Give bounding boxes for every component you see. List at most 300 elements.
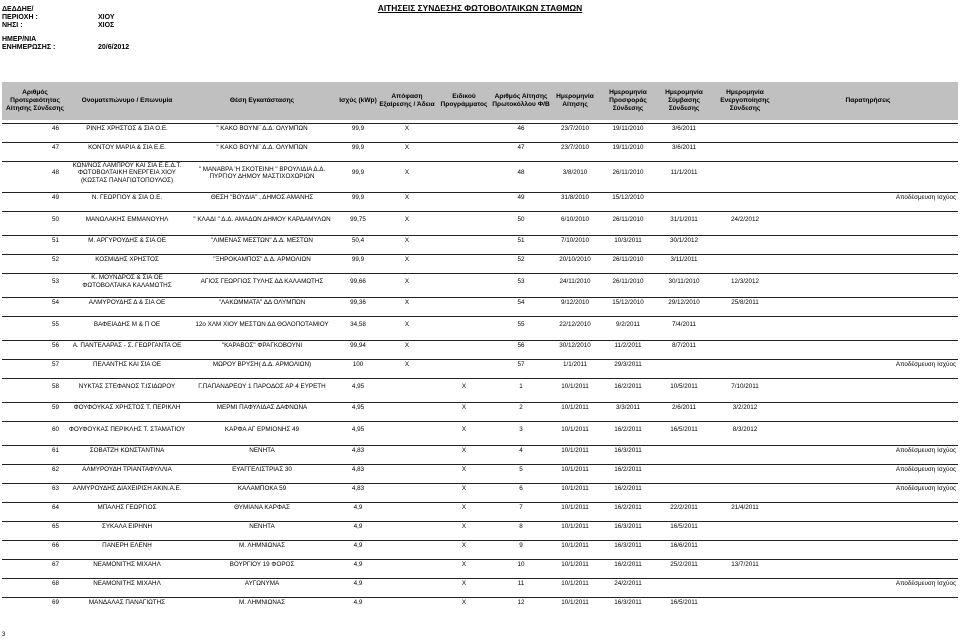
special-program-mark: Χ [436, 578, 492, 590]
contract-date: 29/12/2010 [656, 297, 712, 309]
application-date: 20/10/2010 [550, 254, 600, 266]
column-header: Ημερομηνία Σύμβασης Σύνδεσης [656, 82, 712, 120]
table-row [2, 502, 958, 514]
activation-date [712, 123, 778, 135]
contract-date [656, 483, 712, 495]
activation-date: 8/3/2012 [712, 421, 778, 438]
special-program-mark: Χ [436, 597, 492, 609]
contract-date: 2/6/2011 [656, 402, 712, 414]
applicant-name: ΑΛΜΥΡΟΥΔΗΣ ΔΙΑΧΕΙΡΙΣΗ ΑΚΙΝ.Α.Ε. [68, 483, 186, 495]
application-date: 1/1/2011 [550, 359, 600, 371]
special-program-mark: Χ [436, 378, 492, 395]
application-date: 24/11/2010 [550, 273, 600, 290]
offer-date: 26/11/2010 [600, 254, 656, 266]
exemption-mark [378, 540, 436, 552]
header-value: 20/6/2012 [98, 44, 130, 51]
row-spacer [2, 333, 958, 340]
offer-date: 19/11/2010 [600, 123, 656, 135]
application-date: 10/1/2011 [550, 464, 600, 476]
row-number: 60 [2, 421, 68, 438]
remarks [778, 559, 958, 571]
install-site: " ΚΑΚΟ ΒΟΥΝΙ¨ Δ.Δ. ΟΛΥΜΠΩΝ [186, 142, 338, 154]
applicant-name: Ν. ΓΕΩΡΓΙΟΥ & ΣΙΑ Ο.Ε. [68, 192, 186, 204]
table-row [2, 340, 958, 352]
remarks [778, 123, 958, 135]
special-program-mark: Χ [436, 421, 492, 438]
special-program-mark [436, 192, 492, 204]
applicant-name: ΚΟΣΜΙΔΗΣ ΧΡΗΣΤΟΣ [68, 254, 186, 266]
application-date: 31/8/2010 [550, 192, 600, 204]
row-number: 49 [2, 192, 68, 204]
offer-date: 15/12/2010 [600, 192, 656, 204]
power-kwp: 4,95 [338, 378, 378, 395]
table-row [2, 273, 958, 290]
activation-date [712, 316, 778, 333]
application-date: 10/1/2011 [550, 521, 600, 533]
power-kwp: 4,9 [338, 540, 378, 552]
protocol-number: 52 [492, 254, 550, 266]
protocol-number: 8 [492, 521, 550, 533]
activation-date [712, 142, 778, 154]
offer-date: 16/2/2011 [600, 464, 656, 476]
exemption-mark: Χ [378, 340, 436, 352]
install-site: " ΚΛΑΔΙ " Δ.Δ. ΑΜΑΔΩΝ ΔΗΜΟΥ ΚΑΡΔΑΜΥΛΩΝ [186, 211, 338, 228]
column-header: Ισχύς (kWp) [338, 82, 378, 120]
row-spacer [2, 204, 958, 211]
activation-date: 24/2/2012 [712, 211, 778, 228]
header-value: ΧΙΟΥ [98, 14, 115, 21]
table-row [2, 192, 958, 204]
application-date: 30/12/2010 [550, 340, 600, 352]
contract-date [656, 578, 712, 590]
power-kwp: 99,9 [338, 142, 378, 154]
row-number: 67 [2, 559, 68, 571]
exemption-mark [378, 464, 436, 476]
offer-date: 16/3/2011 [600, 521, 656, 533]
table-row [2, 211, 958, 228]
row-number: 68 [2, 578, 68, 590]
row-spacer [2, 533, 958, 540]
power-kwp: 4,95 [338, 421, 378, 438]
applicant-name: ΝΥΚΤΑΣ ΣΤΕΦΑΝΟΣ Τ.ΙΣΙΔΩΡΟΥ [68, 378, 186, 395]
install-site: Μ. ΛΗΜΝΙΩΝΑΣ [186, 540, 338, 552]
install-site: ΑΥΓΩΝΥΜΑ [186, 578, 338, 590]
remarks [778, 273, 958, 290]
header-field [2, 44, 302, 53]
remarks [778, 421, 958, 438]
table-row [2, 254, 958, 266]
special-program-mark: Χ [436, 559, 492, 571]
row-spacer [2, 552, 958, 559]
install-site: "ΞΗΡΟΚΑΜΠΟΣ" Δ.Δ. ΑΡΜΟΛΙΩΝ [186, 254, 338, 266]
row-spacer [2, 309, 958, 316]
row-number: 62 [2, 464, 68, 476]
offer-date: 29/3/2011 [600, 359, 656, 371]
row-number: 57 [2, 359, 68, 371]
applications-table [2, 82, 958, 609]
offer-date: 26/11/2010 [600, 211, 656, 228]
install-site: ΜΕΡΜΙ ΠΑΦΥΛΙΔΑΣ ΔΑΦΝΩΝΑ [186, 402, 338, 414]
power-kwp: 4,9 [338, 559, 378, 571]
remarks [778, 211, 958, 228]
row-number: 61 [2, 445, 68, 457]
activation-date [712, 540, 778, 552]
activation-date [712, 340, 778, 352]
install-site: " ΜΑΝΑΒΡΑ 'Η ΣΚΟΤΕΙΝΗ " ΒΡΟΥΛΙΔΙΑ Δ.Δ. ΠΥΡΓΙΟΥ ΔΗΜΟΥ ΜΑΣΤΙΧΟΧΩΡΙΩΝ [186, 161, 338, 185]
contract-date: 3/6/2011 [656, 142, 712, 154]
special-program-mark: Χ [436, 402, 492, 414]
header-label: ΕΝΗΜΕΡΩΣΗΣ : [2, 44, 56, 51]
row-spacer [2, 571, 958, 578]
special-program-mark [436, 142, 492, 154]
protocol-number: 46 [492, 123, 550, 135]
offer-date: 16/2/2011 [600, 559, 656, 571]
special-program-mark: Χ [436, 540, 492, 552]
applicant-name: ΣΥΚΑΛΑ ΕΙΡΗΝΗ [68, 521, 186, 533]
special-program-mark [436, 316, 492, 333]
contract-date [656, 192, 712, 204]
exemption-mark: Χ [378, 161, 436, 185]
row-number: 46 [2, 123, 68, 135]
application-date: 10/1/2011 [550, 402, 600, 414]
applicant-name: ΚΩΝ/ΝΟΣ ΛΑΜΠΡΟΥ ΚΑΙ ΣΙΑ Ε.Ε.Δ.Τ. ΦΩΤΟΒΟΛΤΑΙΚΗ ΕΝΕΡΓΕΙΑ ΧΙΟΥ (ΚΩΣΤΑΣ ΠΑΝΑΓΙΩΤΟΠΟΥΛΟΣ) [68, 161, 186, 185]
application-date: 10/1/2011 [550, 421, 600, 438]
protocol-number: 49 [492, 192, 550, 204]
protocol-number: 12 [492, 597, 550, 609]
remarks [778, 540, 958, 552]
applicant-name: ΡΙΝΗΣ ΧΡΗΣΤΟΣ & ΣΙΑ Ο.Ε. [68, 123, 186, 135]
remarks: Αποδέσμευση Ισχύος [778, 192, 958, 204]
activation-date: 12/3/2012 [712, 273, 778, 290]
exemption-mark: Χ [378, 123, 436, 135]
page-number: 3 [2, 632, 6, 638]
column-header: Αριθμός Προτεραιότητας Αίτησης Σύνδεσης [2, 82, 68, 120]
page-title: ΑΙΤΗΣΕΙΣ ΣΥΝΔΕΣΗΣ ΦΩΤΟΒΟΛΤΑΙΚΩΝ ΣΤΑΘΜΩΝ [377, 3, 583, 13]
exemption-mark: Χ [378, 235, 436, 247]
contract-date: 11/1/2011 [656, 161, 712, 185]
offer-date: 16/3/2011 [600, 597, 656, 609]
power-kwp: 4,9 [338, 597, 378, 609]
column-header: Θέση Εγκατάστασης [186, 82, 338, 120]
contract-date: 3/11/2011 [656, 254, 712, 266]
offer-date: 16/3/2011 [600, 540, 656, 552]
special-program-mark: Χ [436, 521, 492, 533]
contract-date: 7/4/2011 [656, 316, 712, 333]
application-date: 10/1/2011 [550, 378, 600, 395]
offer-date: 24/2/2011 [600, 578, 656, 590]
table-row [2, 297, 958, 309]
row-spacer [2, 414, 958, 421]
activation-date [712, 521, 778, 533]
remarks [778, 502, 958, 514]
install-site: ΘΥΜΙΑΝΑ ΚΑΡΦΑΣ [186, 502, 338, 514]
contract-date: 16/5/2011 [656, 597, 712, 609]
power-kwp: 99,9 [338, 192, 378, 204]
power-kwp: 34,58 [338, 316, 378, 333]
remarks [778, 235, 958, 247]
column-header: Ονοματεπώνυμο / Επωνυμία [68, 82, 186, 120]
remarks: Αποδέσμευση Ισχύος [778, 359, 958, 371]
application-date: 6/10/2010 [550, 211, 600, 228]
row-spacer [2, 266, 958, 273]
activation-date: 3/2/2012 [712, 402, 778, 414]
contract-date: 3/6/2011 [656, 123, 712, 135]
column-header: Παρατηρήσεις [778, 82, 958, 120]
protocol-number: 11 [492, 578, 550, 590]
row-spacer [2, 135, 958, 142]
install-site: ΝΕΝΗΤΑ [186, 445, 338, 457]
row-spacer [2, 514, 958, 521]
protocol-number: 51 [492, 235, 550, 247]
power-kwp: 99,75 [338, 211, 378, 228]
exemption-mark: Χ [378, 192, 436, 204]
row-number: 64 [2, 502, 68, 514]
row-spacer [2, 352, 958, 359]
applicant-name: Κ. ΜΟΥΝΔΡΟΣ & ΣΙΑ ΟΕ ΦΩΤΟΒΟΛΤΑΙΚΑ ΚΑΛΑΜΩΤΗΣ [68, 273, 186, 290]
row-number: 50 [2, 211, 68, 228]
activation-date [712, 445, 778, 457]
remarks [778, 316, 958, 333]
table-row [2, 161, 958, 185]
power-kwp: 100 [338, 359, 378, 371]
remarks [778, 597, 958, 609]
applicant-name: ΜΑΝΩΛΑΚΗΣ ΕΜΜΑΝΟΥΗΛ [68, 211, 186, 228]
application-date: 10/1/2011 [550, 502, 600, 514]
applicant-name: ΜΠΑΛΗΣ ΓΕΩΡΓΙΟΣ [68, 502, 186, 514]
table-header-row [2, 82, 958, 120]
contract-date: 30/11/2010 [656, 273, 712, 290]
protocol-number: 6 [492, 483, 550, 495]
application-date: 7/10/2010 [550, 235, 600, 247]
table-row [2, 123, 958, 135]
special-program-mark: Χ [436, 502, 492, 514]
application-date: 10/1/2011 [550, 559, 600, 571]
offer-date: 16/2/2011 [600, 502, 656, 514]
row-spacer [2, 154, 958, 161]
exemption-mark [378, 502, 436, 514]
special-program-mark: Χ [436, 464, 492, 476]
column-header: Ημερομηνία Αίτησης [550, 82, 600, 120]
table-row [2, 559, 958, 571]
row-spacer [2, 476, 958, 483]
applicant-name: ΠΑΝΕΡΗ ΕΛΕΝΗ [68, 540, 186, 552]
contract-date: 10/5/2011 [656, 378, 712, 395]
special-program-mark: Χ [436, 483, 492, 495]
row-number: 56 [2, 340, 68, 352]
contract-date: 16/5/2011 [656, 421, 712, 438]
applicant-name: Α. ΠΑΝΤΕΛΑΡΑΣ - Σ. ΓΕΩΡΓΑΝΤΑ ΟΕ [68, 340, 186, 352]
row-number: 52 [2, 254, 68, 266]
table-row [2, 540, 958, 552]
table-row [2, 402, 958, 414]
activation-date [712, 161, 778, 185]
install-site: "ΛΙΜΕΝΑΣ ΜΕΣΤΩΝ" Δ.Δ. ΜΕΣΤΩΝ [186, 235, 338, 247]
row-number: 55 [2, 316, 68, 333]
applicant-name: ΦΟΥΦΟΥΚΑΣ ΠΕΡΙΚΛΗΣ Τ. ΣΤΑΜΑΤΙΟΥ [68, 421, 186, 438]
protocol-number: 47 [492, 142, 550, 154]
special-program-mark [436, 211, 492, 228]
special-program-mark [436, 161, 492, 185]
row-spacer [2, 228, 958, 235]
remarks [778, 521, 958, 533]
exemption-mark [378, 559, 436, 571]
exemption-mark [378, 578, 436, 590]
exemption-mark: Χ [378, 297, 436, 309]
table-row [2, 445, 958, 457]
power-kwp: 4,9 [338, 578, 378, 590]
install-site: ΚΑΡΦΑ ΑΓ ΕΡΜΙΟΝΗΣ 49 [186, 421, 338, 438]
row-spacer [2, 457, 958, 464]
header-value: ΧΙΟΣ [98, 22, 115, 29]
special-program-mark [436, 123, 492, 135]
special-program-mark [436, 273, 492, 290]
power-kwp: 4,95 [338, 402, 378, 414]
activation-date [712, 464, 778, 476]
protocol-number: 55 [492, 316, 550, 333]
install-site: Γ.ΠΑΠΑΝΔΡΕΟΥ 1 ΠΑΡΟΔΟΣ ΑΡ 4 ΕΥΡΕΤΗ [186, 378, 338, 395]
header-label: ΝΗΣΙ : [2, 22, 23, 29]
power-kwp: 4,83 [338, 464, 378, 476]
power-kwp: 99,94 [338, 340, 378, 352]
install-site: ΒΟΥΡΓΙΟΥ 19 ΦΟΡΟΣ [186, 559, 338, 571]
activation-date [712, 597, 778, 609]
remarks [778, 378, 958, 395]
exemption-mark [378, 521, 436, 533]
row-number: 51 [2, 235, 68, 247]
offer-date: 10/3/2011 [600, 235, 656, 247]
row-number: 58 [2, 378, 68, 395]
column-header: Ημερομηνία Ενεργοποίησης Σύνδεσης [712, 82, 778, 120]
applicant-name: ΦΟΥΦΟΥΚΑΣ ΧΡΗΣΤΟΣ Τ. ΠΕΡΙΚΛΗ [68, 402, 186, 414]
activation-date [712, 254, 778, 266]
row-number: 47 [2, 142, 68, 154]
column-header: Ειδικού Προγράμματος [436, 82, 492, 120]
remarks: Αποδέσμευση Ισχύος [778, 578, 958, 590]
protocol-number: 56 [492, 340, 550, 352]
activation-date: 21/4/2011 [712, 502, 778, 514]
install-site: ΜΩΡΟΥ ΒΡΥΣΗ( Δ.Δ. ΑΡΜΟΛΙΩΝ) [186, 359, 338, 371]
activation-date [712, 483, 778, 495]
header-field [2, 22, 302, 31]
exemption-mark [378, 483, 436, 495]
offer-date: 26/11/2010 [600, 161, 656, 185]
power-kwp: 4,83 [338, 483, 378, 495]
power-kwp: 50,4 [338, 235, 378, 247]
install-site: "ΚΑΡΑΒΟΣ" ΦΡΑΓΚΟΒΟΥΝΙ [186, 340, 338, 352]
table-row [2, 483, 958, 495]
table-row [2, 235, 958, 247]
contract-date [656, 359, 712, 371]
exemption-mark: Χ [378, 211, 436, 228]
protocol-number: 50 [492, 211, 550, 228]
row-number: 53 [2, 273, 68, 290]
remarks [778, 297, 958, 309]
header-label: ΠΕΡΙΟΧΗ : [2, 14, 38, 21]
protocol-number: 53 [492, 273, 550, 290]
activation-date: 13/7/2011 [712, 559, 778, 571]
table-row [2, 597, 958, 609]
contract-date: 16/6/2011 [656, 540, 712, 552]
offer-date: 16/3/2011 [600, 445, 656, 457]
exemption-mark: Χ [378, 359, 436, 371]
table-row [2, 142, 958, 154]
special-program-mark: Χ [436, 445, 492, 457]
row-number: 54 [2, 297, 68, 309]
applicant-name: ΜΑΝΔΑΛΑΣ ΠΑΝΑΓΙΩΤΗΣ [68, 597, 186, 609]
exemption-mark [378, 378, 436, 395]
remarks: Αποδέσμευση Ισχύος [778, 445, 958, 457]
remarks [778, 254, 958, 266]
table-row [2, 578, 958, 590]
table-row [2, 378, 958, 395]
protocol-number: 9 [492, 540, 550, 552]
activation-date: 25/8/2011 [712, 297, 778, 309]
activation-date [712, 359, 778, 371]
application-date: 23/7/2010 [550, 123, 600, 135]
remarks [778, 161, 958, 185]
power-kwp: 4,9 [338, 502, 378, 514]
exemption-mark [378, 445, 436, 457]
protocol-number: 48 [492, 161, 550, 185]
row-spacer [2, 185, 958, 192]
remarks: Αποδέσμευση Ισχύος [778, 483, 958, 495]
column-header: Ημερομηνία Προσφοράς Σύνδεσης [600, 82, 656, 120]
activation-date [712, 235, 778, 247]
contract-date [656, 464, 712, 476]
applicant-name: ΚΟΝΤΟΥ ΜΑΡΙΑ & ΣΙΑ Ε.Ε. [68, 142, 186, 154]
power-kwp: 4,83 [338, 445, 378, 457]
special-program-mark [436, 297, 492, 309]
protocol-number: 57 [492, 359, 550, 371]
applicant-name: ΑΛΜΥΡΟΥΔΗ ΤΡΙΑΝΤΑΦΥΛΛΙΑ [68, 464, 186, 476]
protocol-number: 3 [492, 421, 550, 438]
power-kwp: 99,66 [338, 273, 378, 290]
row-spacer [2, 290, 958, 297]
power-kwp: 99,36 [338, 297, 378, 309]
application-date: 10/1/2011 [550, 483, 600, 495]
application-date: 10/1/2011 [550, 578, 600, 590]
application-date: 10/1/2011 [550, 445, 600, 457]
applicant-name: Μ. ΑΡΓΥΡΟΥΔΗΣ & ΣΙΑ ΟΕ [68, 235, 186, 247]
remarks: Αποδέσμευση Ισχύος [778, 464, 958, 476]
applicant-name: ΝΕΑΜΟΝΙΤΗΣ ΜΙΧΑΗΛ [68, 559, 186, 571]
activation-date: 7/10/2011 [712, 378, 778, 395]
install-site: "ΛΑΚΩΜΜΑΤΑ" ΔΔ ΟΛΥΜΠΩΝ [186, 297, 338, 309]
protocol-number: 10 [492, 559, 550, 571]
contract-date: 16/5/2011 [656, 521, 712, 533]
protocol-number: 4 [492, 445, 550, 457]
applicant-name: ΠΕΛΑΝΤΗΣ ΚΑΙ ΣΙΑ ΟΕ [68, 359, 186, 371]
power-kwp: 99,9 [338, 161, 378, 185]
application-date: 10/1/2011 [550, 540, 600, 552]
row-number: 65 [2, 521, 68, 533]
activation-date [712, 578, 778, 590]
special-program-mark [436, 340, 492, 352]
row-spacer [2, 371, 958, 378]
install-site: " ΚΑΚΟ ΒΟΥΝΙ¨ Δ.Δ. ΟΛΥΜΠΩΝ [186, 123, 338, 135]
special-program-mark [436, 254, 492, 266]
power-kwp: 99,9 [338, 123, 378, 135]
offer-date: 11/2/2011 [600, 340, 656, 352]
application-date: 10/1/2011 [550, 597, 600, 609]
row-spacer [2, 438, 958, 445]
activation-date [712, 192, 778, 204]
exemption-mark: Χ [378, 142, 436, 154]
offer-date: 16/2/2011 [600, 421, 656, 438]
remarks [778, 340, 958, 352]
offer-date: 16/2/2011 [600, 378, 656, 395]
row-spacer [2, 590, 958, 597]
